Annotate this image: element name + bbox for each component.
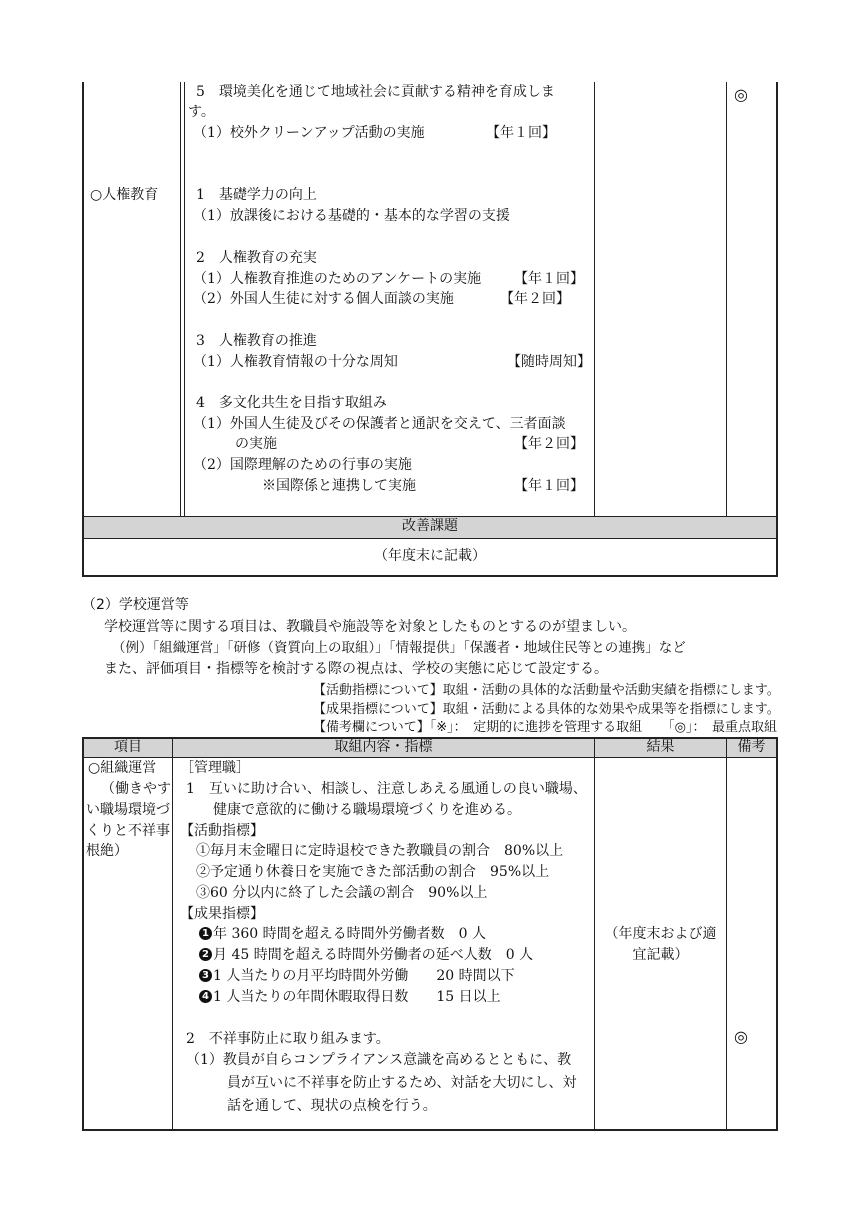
category-line: い職場環境づ	[86, 802, 170, 818]
item1-line1: 1 互いに助け合い、相談し、注意しあえる風通しの良い職場、	[186, 781, 587, 797]
category-line: くりと不祥事	[86, 823, 170, 839]
note-outcome: 【成果指標について】取組・活動による具体的な効果や成果等を指標にします。	[313, 702, 780, 717]
activity-label: 【活動指標】	[180, 823, 264, 839]
item5-heading: 5 環境美化を通じて地域社会に貢献する精神を育成しま	[196, 84, 555, 100]
category-line: 根絶）	[86, 843, 128, 859]
hr4-heading: 4 多文化共生を目指す取組み	[196, 395, 387, 411]
number-circle-icon: 4	[199, 990, 212, 1003]
activity-item: ①毎月末金曜日に定時退校できた教職員の割合 80%以上	[196, 843, 564, 859]
outcome-text: 月 45 時間を超える時間外労働者の延べ人数 0 人	[213, 947, 534, 963]
hr2-sub2-tag: 【年２回】	[500, 291, 570, 307]
section2-line1: 学校運営等に関する項目は、教職員や施設等を対象としたものとするのが望ましい。	[104, 619, 636, 635]
hr4-sub2-note: ※国際係と連携して実施	[262, 478, 416, 494]
hr3-heading: 3 人権教育の推進	[196, 333, 317, 349]
item2-sub1-line: 員が互いに不祥事を防止するため、対話を大切にし、対	[227, 1075, 577, 1091]
item2-heading: 2 不祥事防止に取り組みます。	[186, 1031, 390, 1047]
item5-heading-cont: す。	[188, 104, 215, 120]
mgmt-label: ［管理職］	[180, 760, 250, 776]
priority-mark: ◎	[734, 85, 748, 104]
category-line: ○組織運営	[88, 760, 157, 776]
note-activity: 【活動指標について】取組・活動の具体的な活動量や活動実績を指標にします。	[313, 683, 780, 698]
item2-sub1-line: （1）教員が自らコンプライアンス意識を高めるとともに、教	[186, 1052, 572, 1068]
category-human-rights: ○人権教育	[90, 187, 159, 203]
number-circle-icon: 1	[199, 927, 212, 940]
number-circle-icon: 3	[199, 969, 212, 982]
outcome-text: 1 人当たりの年間休暇取得日数 15 日以上	[213, 989, 501, 1005]
improvement-body: （年度末に記載）	[374, 548, 486, 564]
hr1-heading: 1 基礎学力の向上	[196, 187, 317, 203]
header-item: 項目	[114, 739, 142, 755]
header-remarks: 備考	[737, 739, 766, 755]
item5-sub1: （1）校外クリーンアップ活動の実施	[193, 125, 425, 141]
hr4-sub1-cont: の実施	[235, 436, 277, 452]
hr3-sub1: （1）人権教育情報の十分な周知	[193, 354, 398, 370]
note-remarks: 【備考欄について】「※」： 定期的に進捗を管理する取組 「◎」： 最重点取組	[313, 720, 777, 735]
hr2-sub1-tag: 【年１回】	[514, 271, 584, 287]
hr4-sub2-tag: 【年１回】	[514, 478, 584, 494]
item2-sub1-line: 話を通して、現状の点検を行う。	[227, 1098, 437, 1114]
category-line: （働きやす	[101, 781, 171, 797]
result-line2: 宜記載）	[632, 947, 689, 963]
hr2-sub1: （1）人権教育推進のためのアンケートの実施	[193, 271, 482, 287]
improvement-header: 改善課題	[402, 518, 458, 534]
hr4-sub1: （1）外国人生徒及びその保護者と通訳を交えて、三者面談	[193, 416, 566, 432]
item1-line2: 健康で意欲的に働ける職場環境づくりを進める。	[213, 802, 521, 818]
hr4-sub1-tag: 【年２回】	[514, 436, 584, 452]
item5-sub1-tag: 【年１回】	[486, 125, 556, 141]
hr1-sub1: （1）放課後における基礎的・基本的な学習の支援	[193, 208, 510, 224]
result-line1: （年度末および適	[604, 926, 717, 942]
section2-title: （2）学校運営等	[82, 597, 189, 613]
section2-line2: （例）「組織運営」「研修（資質向上の取組）」「情報提供」「保護者・地域住民等との連携」など	[112, 640, 686, 656]
activity-item: ②予定通り休養日を実施できた部活動の割合 95%以上	[196, 864, 550, 880]
header-result: 結果	[646, 739, 675, 755]
hr2-sub2: （2）外国人生徒に対する個人面談の実施	[193, 291, 454, 307]
outcome-text: 年 360 時間を超える時間外労働者数 0 人	[213, 926, 486, 942]
hr4-sub2: （2）国際理解のための行事の実施	[193, 457, 412, 473]
priority-mark: ◎	[734, 1027, 748, 1046]
outcome-text: 1 人当たりの月平均時間外労働 20 時間以下	[213, 968, 515, 984]
outcome-label: 【成果指標】	[180, 906, 264, 922]
number-circle-icon: 2	[199, 948, 212, 961]
hr2-heading: 2 人権教育の充実	[196, 250, 317, 266]
header-content: 取組内容・指標	[334, 739, 433, 755]
activity-item: ③60 分以内に終了した会議の割合 90%以上	[196, 885, 488, 901]
section2-line3: また、評価項目・指標等を検討する際の視点は、学校の実態に応じて設定する。	[104, 661, 608, 677]
hr3-sub1-tag: 【随時周知】	[507, 354, 591, 370]
